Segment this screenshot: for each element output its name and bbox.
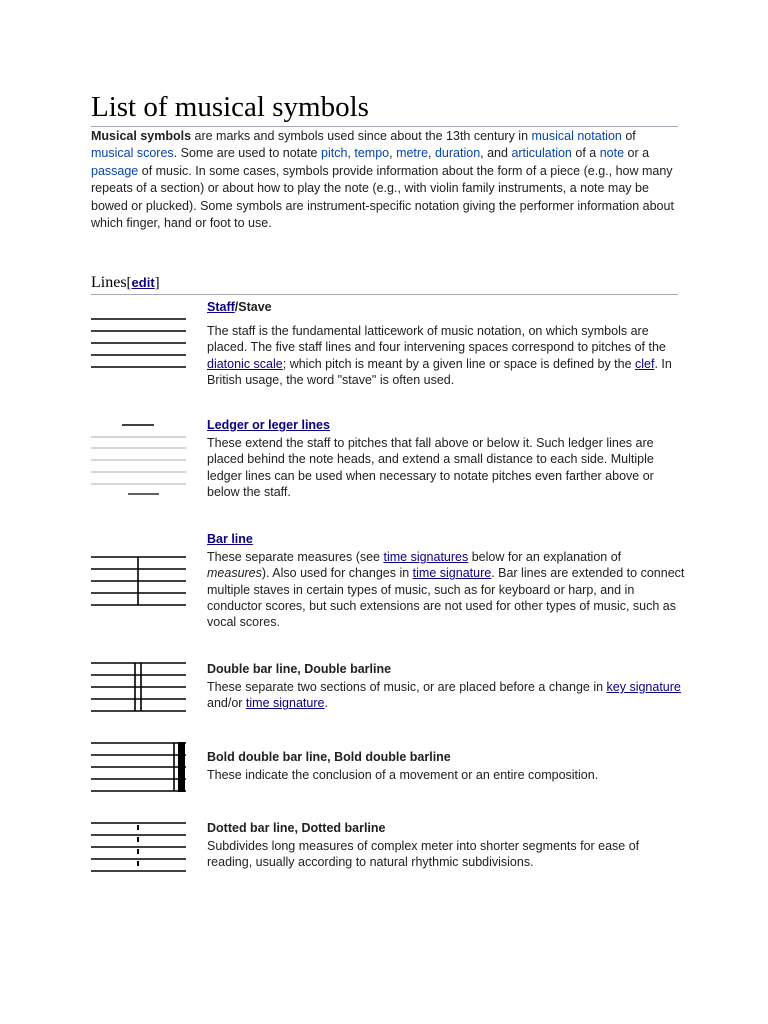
entry-dotted-bar-line-description: Subdivides long measures of complex meter into shorter segments for ease of reading, usually according to natural rhythmic subdivisions.	[207, 839, 640, 870]
intro-paragraph: Musical symbols are marks and symbols used since about the 13th century in musical notation of musical scores. Some are used to notate pitch, tempo, metre, duration, and articulation of a note or a passage of music. In some cases, symbols provide information about the form of a piece (e.g., how many repeats of a section) or about how to play the note (e.g., with violin family instruments, a note may be bowed or plucked). Some symbols are instrument-specific notation giving the performer information about which finger, hand or foot to use.	[91, 129, 674, 231]
link-pitch[interactable]: pitch	[321, 146, 348, 161]
staff-symbol	[91, 312, 187, 372]
intro-lead: Musical symbols	[91, 129, 192, 143]
entry-double-bar-line	[207, 661, 687, 712]
link-passage[interactable]: passage	[91, 163, 139, 178]
link-ledger-lines[interactable]: Ledger or leger lines	[207, 418, 330, 432]
link-key-signature[interactable]: key signature	[606, 680, 681, 695]
entry-staff-description: The staff is the fundamental latticework of music notation, on which symbols are placed. The five staff lines and four intervening spaces correspond to pitches of the diatonic scale; which pitch is meant by a given line or space is defined by the clef. In British usage, the word "stave" is often used.	[207, 324, 672, 387]
entry-double-bar-line-description: These separate two sections of music, or are placed before a change in key signature and/or time signature.	[207, 680, 681, 711]
link-time-signature[interactable]: time signature	[412, 566, 492, 581]
entry-dotted-bar-line-term: Dotted bar line, Dotted barline	[207, 821, 386, 835]
ledger-lines-symbol	[91, 418, 187, 500]
edit-section: [edit]	[126, 275, 160, 291]
link-note[interactable]: note	[599, 146, 625, 161]
entry-bar-line-description: These separate measures (see time signatures below for an explanation of measures). Also used for changes in time signature. Bar lines are extended to connect multiple staves in certain types of music, such as for keyboard or harp, and in conductor scores, but such extensions are not used for other types of music, such as vocal scores.	[207, 550, 685, 630]
link-diatonic-scale[interactable]: diatonic scale	[207, 356, 283, 371]
entry-bold-double-bar-line-description: These indicate the conclusion of a movement or an entire composition.	[207, 768, 599, 783]
link-musical-notation[interactable]: musical notation	[531, 129, 622, 143]
link-time-signatures[interactable]: time signatures	[383, 550, 469, 565]
bold-bar	[178, 742, 185, 792]
entry-ledger-term	[207, 417, 687, 433]
link-musical-scores[interactable]: musical scores	[91, 146, 174, 161]
page-title: List of musical symbols	[91, 88, 678, 127]
entry-dotted-bar-line	[207, 820, 687, 871]
entry-ledger	[207, 417, 687, 500]
entry-bar-line-term	[207, 531, 687, 547]
entry-bold-double-bar-line-term: Bold double bar line, Bold double barline	[207, 750, 451, 764]
bold-double-bar-line-symbol	[91, 736, 187, 796]
entry-bar-line	[207, 531, 687, 630]
link-time-signature-2[interactable]: time signature	[245, 696, 325, 711]
entry-staff-term: Staff/Stave	[207, 300, 272, 314]
edit-link[interactable]: edit	[131, 275, 155, 290]
entry-ledger-description: These extend the staff to pitches that fall above or below it. Such ledger lines are placed behind the note heads, and extend a small distance to each side. Multiple ledger lines can be used when necessary to notate pitches even farther above or below the staff.	[207, 436, 654, 499]
dotted-bar-line-symbol	[91, 816, 187, 876]
link-metre[interactable]: metre	[396, 146, 429, 161]
entry-bold-double-bar-line	[207, 749, 687, 783]
entry-double-bar-line-term: Double bar line, Double barline	[207, 662, 392, 676]
link-staff[interactable]: Staff	[207, 300, 235, 314]
section-heading-lines: Lines[edit]	[91, 272, 678, 295]
link-clef[interactable]: clef	[635, 356, 655, 371]
link-duration[interactable]: duration	[434, 146, 481, 161]
link-articulation[interactable]: articulation	[511, 146, 572, 161]
bar-line-symbol	[91, 550, 187, 610]
double-bar-line-symbol	[91, 656, 187, 716]
link-tempo[interactable]: tempo	[354, 146, 390, 161]
entry-staff	[207, 299, 687, 388]
link-bar-line[interactable]: Bar line	[207, 532, 253, 546]
